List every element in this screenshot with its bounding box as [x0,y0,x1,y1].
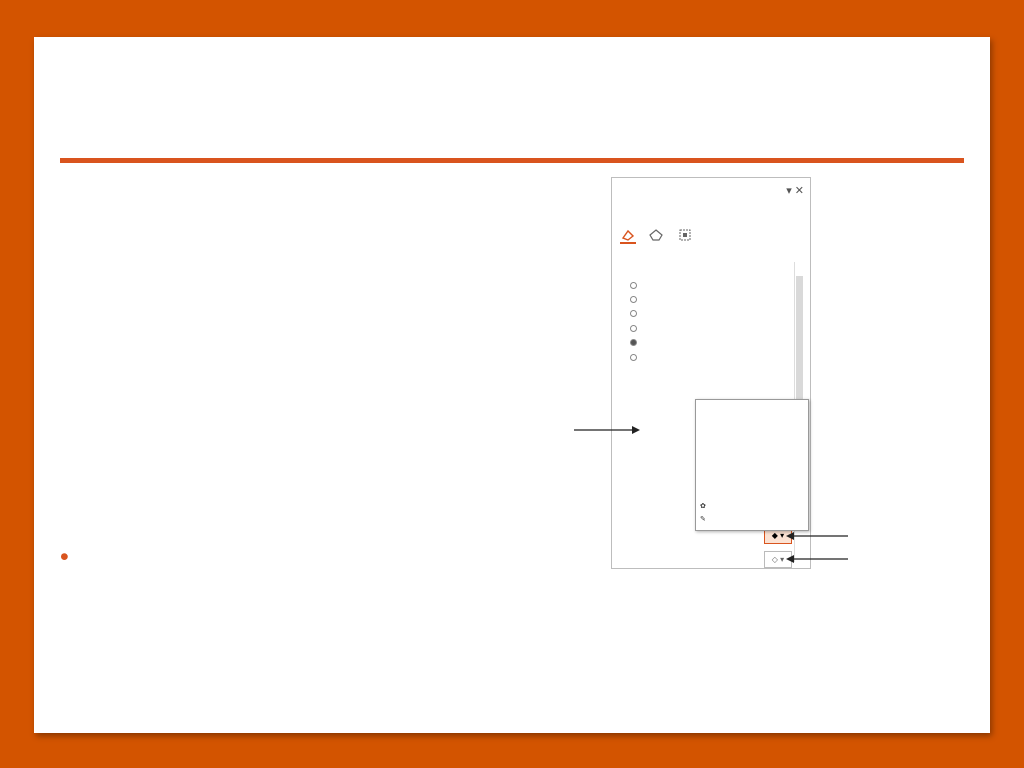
close-icon[interactable]: ✕ [794,185,804,197]
bullet-dot: • [60,543,69,571]
paint-bucket-icon: ◆ ▾ [771,531,785,540]
fill-options [630,278,642,364]
steps-list [106,178,526,184]
color-picker-popup [695,399,809,531]
radio-no-fill[interactable] [630,278,642,292]
radio-button-selected[interactable] [630,339,637,346]
palette-icon: ✿ [700,503,706,510]
fill-line-icon[interactable] [620,228,636,244]
radio-button[interactable] [630,282,637,289]
radio-button[interactable] [630,354,637,361]
eyedropper-item[interactable] [700,515,706,523]
radio-background-fill[interactable] [630,350,642,364]
radio-solid-fill[interactable] [630,292,642,306]
radio-button[interactable] [630,296,637,303]
radio-picture-fill[interactable] [630,321,642,335]
radio-pattern-fill[interactable] [630,336,642,350]
slide [34,37,990,733]
callout-arrow-background [786,554,848,564]
panel-controls [786,184,804,197]
panel-tabs [620,211,628,220]
size-properties-icon[interactable] [677,228,693,242]
callout-arrow-pattern [574,425,640,435]
callout-arrow-foreground [786,531,848,541]
more-colors-item[interactable] [700,502,706,510]
title-underline [60,158,964,163]
paint-bucket-icon: ◇ ▾ [771,555,785,564]
radio-gradient-fill[interactable] [630,307,642,321]
radio-button[interactable] [630,325,637,332]
radio-button[interactable] [630,310,637,317]
effects-icon[interactable] [648,228,664,242]
eyedropper-icon: ✎ [700,516,706,523]
chevron-down-icon[interactable]: ▾ [786,185,792,197]
panel-icon-row [620,228,701,247]
